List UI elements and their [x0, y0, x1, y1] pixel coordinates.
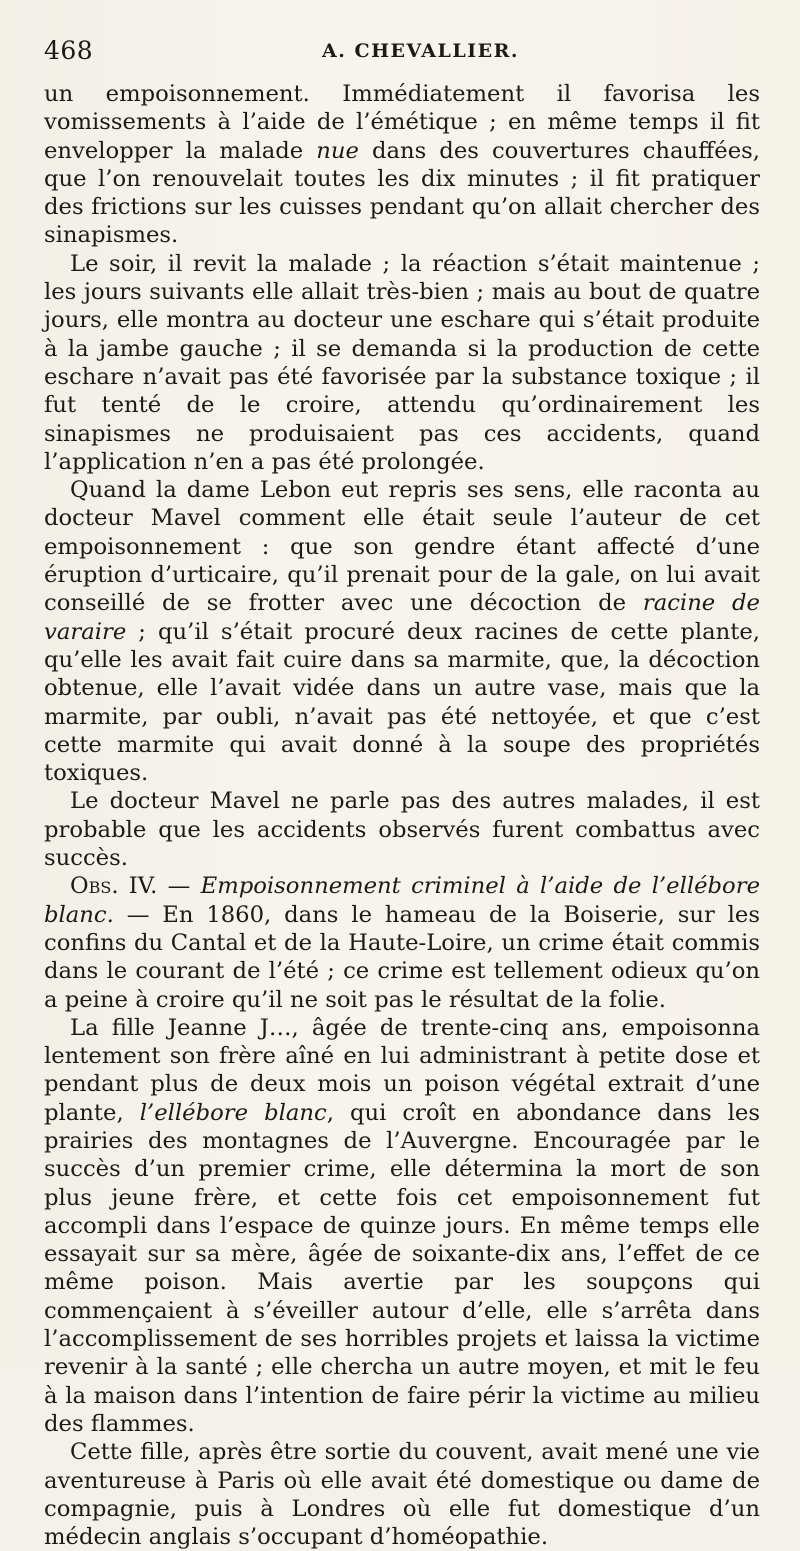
paragraph	[44, 787, 760, 872]
paragraph	[44, 1014, 760, 1438]
text-segment: , qui croît en abondance dans les prairies des montagnes de l’Auvergne. Encouragée par le succès d’un premier crime, elle détermina la mort de son plus jeune frère, et cette fois cet empoisonnement fut accompli dans l’espace de quinze jours. En même temps elle essayait sur sa mère, âgée de soixante-dix ans, l’effet de ce même poison. Mais avertie par les soupçons qui commençaient à s’éveiller autour d’elle, elle s’arrêta dans l’accomplissement de ses horribles projets et laissa la victime revenir à la santé ; elle chercha un autre moyen, et mit le feu à la maison dans l’intention de faire périr la victime au milieu des flammes.	[44, 1099, 760, 1437]
paragraph	[44, 1438, 760, 1551]
paragraph	[44, 80, 760, 250]
text-segment: Empoisonnement criminel à l’aide de l’ellébore blanc.	[44, 873, 760, 928]
text-segment: l’ellébore blanc	[139, 1099, 327, 1126]
text-segment: dans des couvertures chauffées, que l’on renouvelait toutes les dix minutes ; il fit pratiquer des frictions sur les cuisses pendant qu’on allait chercher des sinapismes.	[44, 137, 760, 249]
text-segment: racine de varaire	[44, 590, 760, 645]
text-segment: La fille Jeanne J…, âgée de trente-cinq ans, empoisonna lentement son frère aîné en lui administrant à petite dose et pendant plus de deux mois un poison végétal extrait d’une plante,	[44, 1014, 760, 1126]
body-text	[44, 80, 760, 1551]
text-segment: Cette fille, après être sortie du couvent, avait mené une vie aventureuse à Paris où elle avait été domestique ou dame de compagnie, puis à Londres où elle fut domestique d’un médecin anglais s’occupant d’homéopathie.	[44, 1439, 760, 1551]
paragraph	[44, 476, 760, 787]
text-segment: Le soir, il revit la malade ; la réaction s’était maintenue ; les jours suivants elle allait très-bien ; mais au bout de quatre jours, elle montra au docteur une eschare qui s’était produite à la jambe gauche ; il se demanda si la production de cette eschare n’avait pas été favorisée par la substance toxique ; il fut tenté de le croire, attendu qu’ordinairement les sinapismes ne produisaient pas ces accidents, quand l’application n’en a pas été prolongée.	[44, 250, 760, 475]
text-segment: Quand la dame Lebon eut repris ses sens, elle raconta au docteur Mavel comment elle était seule l’auteur de cet empoisonnement : que son gendre étant affecté d’une éruption d’urticaire, qu’il prenait pour de la gale, on lui avait conseillé de se frotter avec une décoction de	[44, 477, 760, 617]
text-segment: —	[157, 873, 201, 900]
text-segment: nue	[316, 137, 359, 164]
text-segment: un empoisonnement. Immédiatement il favorisa les vomissements à l’aide de l’émétique ; en même temps il fit envelopper la malade	[44, 81, 760, 164]
text-segment: — En 1860, dans le hameau de la Boiserie, sur les confins du Cantal et de la Haute-Loire, un crime était commis dans le courant de l’été ; ce crime est tellement odieux qu’on a peine à croire qu’il ne soit pas le résultat de la folie.	[44, 901, 760, 1013]
text-segment: ; qu’il s’était procuré deux racines de cette plante, qu’elle les avait fait cuire dans sa marmite, que, la décoction obtenue, elle l’avait vidée dans un autre vase, mais que la marmite, par oubli, n’avait pas été nettoyée, et que c’est cette marmite qui avait donné à la soupe des propriétés toxiques.	[44, 618, 760, 787]
text-segment: Le docteur Mavel ne parle pas des autres malades, il est probable que les accidents observés furent combattus avec succès.	[44, 788, 760, 872]
paragraph	[44, 872, 760, 1013]
paragraph	[44, 250, 760, 476]
text-segment: Obs. IV.	[70, 873, 158, 900]
page-number: 468	[44, 36, 94, 65]
page-header	[44, 36, 760, 70]
running-head: A. CHEVALLIER.	[322, 40, 520, 62]
